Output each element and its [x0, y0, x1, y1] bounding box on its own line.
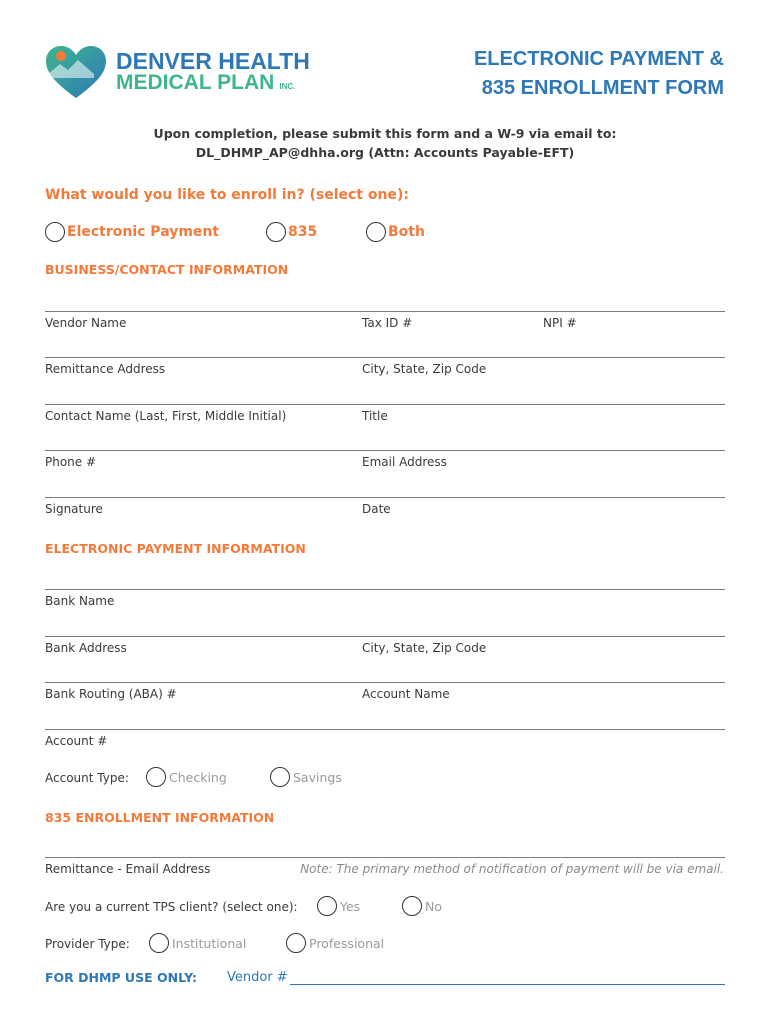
bank-address-field[interactable]: [45, 636, 725, 637]
business-section-heading: BUSINESS/CONTACT INFORMATION: [45, 262, 289, 277]
tps-no-radio[interactable]: [402, 896, 422, 916]
bank-routing-field[interactable]: [45, 682, 725, 683]
account-type-savings-label: Savings: [293, 770, 342, 785]
tps-yes-radio[interactable]: [317, 896, 337, 916]
notification-note: Note: The primary method of notification of payment will be via email.: [300, 862, 724, 876]
enroll-electronic-payment-label: Electronic Payment: [67, 224, 220, 240]
bank-routing-label: Bank Routing (ABA) #: [45, 687, 177, 701]
npi-label: NPI #: [543, 316, 577, 330]
heart-logo-icon: [44, 44, 108, 100]
account-type-label: Account Type:: [45, 771, 129, 785]
account-type-checking-radio[interactable]: [146, 767, 166, 787]
enroll-835-label: 835: [288, 224, 318, 240]
logo-suffix: INC.: [279, 82, 296, 91]
remittance-email-field[interactable]: [45, 857, 725, 858]
bank-name-field[interactable]: [45, 589, 725, 590]
vendor-name-field[interactable]: [45, 311, 725, 312]
logo-line-2: MEDICAL PLAN: [116, 71, 275, 94]
bank-name-label: Bank Name: [45, 594, 115, 608]
form-title-line-1: ELECTRONIC PAYMENT &: [473, 48, 724, 70]
title-label: Title: [362, 409, 388, 423]
tps-yes-label: Yes: [340, 899, 361, 914]
remittance-email-label: Remittance - Email Address: [45, 862, 211, 876]
email-label: Email Address: [362, 455, 447, 469]
payment-section-heading: ELECTRONIC PAYMENT INFORMATION: [45, 541, 306, 556]
logo: [44, 44, 334, 100]
contact-name-label: Contact Name (Last, First, Middle Initial): [45, 409, 287, 423]
account-number-label: Account #: [45, 734, 108, 748]
vendor-number-label: Vendor #: [227, 970, 288, 985]
enroll-question: What would you like to enroll in? (select one):: [45, 187, 409, 203]
city-state-zip-label: City, State, Zip Code: [362, 362, 487, 376]
remittance-address-label: Remittance Address: [45, 362, 166, 376]
account-type-savings-radio[interactable]: [270, 767, 290, 787]
date-label: Date: [362, 502, 391, 516]
vendor-number-field[interactable]: [290, 984, 725, 985]
remittance-address-field[interactable]: [45, 357, 725, 358]
form-title-line-2: 835 ENROLLMENT FORM: [481, 77, 724, 99]
dhmp-use-only-label: FOR DHMP USE ONLY:: [45, 970, 198, 985]
signature-field[interactable]: [45, 497, 725, 498]
enrollment-835-section-heading: 835 ENROLLMENT INFORMATION: [45, 810, 275, 825]
provider-type-label: Provider Type:: [45, 937, 130, 951]
bank-address-label: Bank Address: [45, 641, 127, 655]
bank-city-state-zip-label: City, State, Zip Code: [362, 641, 487, 655]
tps-no-label: No: [425, 899, 442, 914]
instructions-line-2: DL_DHMP_AP@dhha.org (Attn: Accounts Payable-EFT): [195, 145, 575, 160]
provider-institutional-radio[interactable]: [149, 933, 169, 953]
provider-institutional-label: Institutional: [172, 936, 247, 951]
logo-line-1: DENVER HEALTH: [116, 48, 310, 74]
provider-professional-radio[interactable]: [286, 933, 306, 953]
tps-client-question: Are you a current TPS client? (select one):: [45, 900, 298, 914]
instructions-line-1: Upon completion, please submit this form and a W-9 via email to:: [153, 126, 617, 141]
signature-label: Signature: [45, 502, 103, 516]
tax-id-label: Tax ID #: [362, 316, 413, 330]
contact-name-field[interactable]: [45, 404, 725, 405]
account-name-label: Account Name: [362, 687, 450, 701]
phone-label: Phone #: [45, 455, 97, 469]
enroll-both-radio[interactable]: [366, 222, 386, 242]
enroll-835-radio[interactable]: [266, 222, 286, 242]
enroll-both-label: Both: [388, 224, 425, 240]
provider-professional-label: Professional: [309, 936, 385, 951]
vendor-name-label: Vendor Name: [45, 316, 127, 330]
account-type-checking-label: Checking: [169, 770, 227, 785]
account-number-field[interactable]: [45, 729, 725, 730]
phone-field[interactable]: [45, 450, 725, 451]
enroll-electronic-payment-radio[interactable]: [45, 222, 65, 242]
